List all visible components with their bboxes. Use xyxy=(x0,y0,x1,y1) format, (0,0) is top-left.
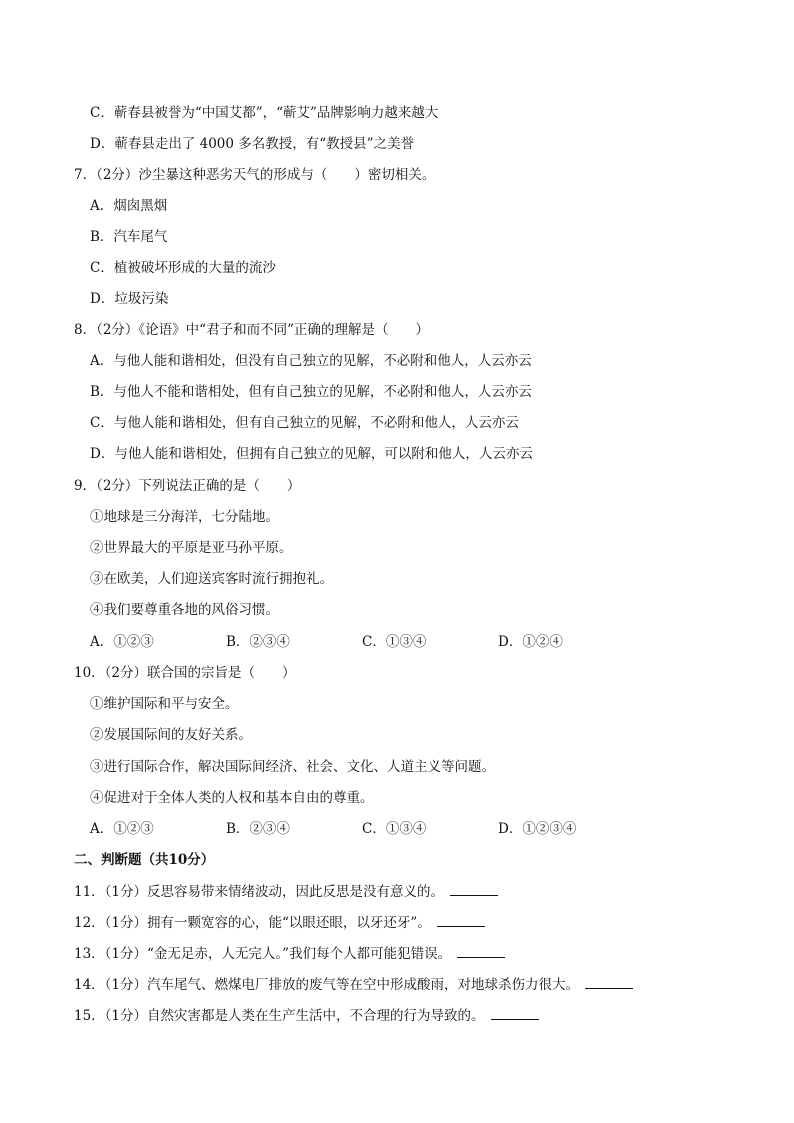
q9-choice-a: A．①②③ xyxy=(90,634,154,650)
q8-option-d: D．与他人能和谐相处，但拥有自己独立的见解，可以附和他人，人云亦云 xyxy=(90,446,533,462)
q10-choices xyxy=(90,820,634,838)
q10-item-4: ④促进对于全体人类的人权和基本自由的尊重。 xyxy=(90,790,374,806)
q9-item-2: ②世界最大的平原是亚马孙平原。 xyxy=(90,540,293,556)
q8-option-a: A．与他人能和谐相处，但没有自己独立的见解，不必附和他人，人云亦云 xyxy=(90,353,532,369)
q9-item-4: ④我们要尊重各地的风俗习惯。 xyxy=(90,602,279,618)
q9-choice-b: B．②③④ xyxy=(226,634,290,650)
q10-stem: 10．（2分）联合国的宗旨是（ ） xyxy=(74,665,296,681)
q12 xyxy=(74,914,485,932)
q8-stem: 8．（2分）《论语》中“君子和而不同”正确的理解是（ ） xyxy=(74,322,429,338)
q7-option-b: B．汽车尾气 xyxy=(90,229,168,245)
q13-answer-blank[interactable] xyxy=(457,945,505,958)
q7-stem: 7．（2分）沙尘暴这种恶劣天气的形成与（ ）密切相关。 xyxy=(74,167,436,183)
q9-choices xyxy=(90,633,634,651)
q8-option-c: C．与他人能和谐相处，但有自己独立的见解，不必附和他人，人云亦云 xyxy=(90,415,519,431)
q14-answer-blank[interactable] xyxy=(585,976,633,989)
q12-answer-blank[interactable] xyxy=(437,914,485,927)
q9-item-1: ①地球是三分海洋，七分陆地。 xyxy=(90,509,279,525)
q7-option-c: C．植被破坏形成的大量的流沙 xyxy=(90,260,276,276)
q9-choice-d: D．①②④ xyxy=(498,634,563,650)
q15 xyxy=(74,1007,539,1025)
q10-item-2: ②发展国际间的友好关系。 xyxy=(90,727,252,743)
q7-option-a: A．烟囱黑烟 xyxy=(90,198,168,214)
q11-answer-blank[interactable] xyxy=(450,883,498,896)
q13-text: 13．（1分）“金无足赤，人无完人。”我们每个人都可能犯错误。 xyxy=(74,946,452,962)
q9-stem: 9．（2分）下列说法正确的是（ ） xyxy=(74,478,301,494)
q10-choice-b: B．②③④ xyxy=(226,821,290,837)
q11-text: 11．（1分）反思容易带来情绪波动，因此反思是没有意义的。 xyxy=(74,884,445,900)
q10-item-1: ①维护国际和平与安全。 xyxy=(90,696,239,712)
q6-option-d: D．蕲春县走出了 4000 多名教授，有“教授县”之美誉 xyxy=(90,136,415,152)
q10-choice-c: C．①③④ xyxy=(362,821,427,837)
q13 xyxy=(74,945,505,963)
q7-option-d: D．垃圾污染 xyxy=(90,291,169,307)
q10-choice-a: A．①②③ xyxy=(90,821,154,837)
section-2-title: 二、判断题（共10分） xyxy=(74,852,215,868)
q10-item-3: ③进行国际合作，解决国际间经济、社会、文化、人道主义等问题。 xyxy=(90,759,495,775)
q6-option-c: C．蕲春县被誉为“中国艾都”，“蕲艾”品牌影响力越来越大 xyxy=(90,105,439,121)
q9-item-3: ③在欧美，人们迎送宾客时流行拥抱礼。 xyxy=(90,571,333,587)
q12-text: 12．（1分）拥有一颗宽容的心，能“以眼还眼，以牙还牙”。 xyxy=(74,915,431,931)
q15-text: 15．（1分）自然灾害都是人类在生产生活中，不合理的行为导致的。 xyxy=(74,1008,485,1024)
q11 xyxy=(74,883,498,901)
q14-text: 14．（1分）汽车尾气、燃煤电厂排放的废气等在空中形成酸雨，对地球杀伤力很大。 xyxy=(74,977,580,993)
q10-choice-d: D．①②③④ xyxy=(498,821,577,837)
q14 xyxy=(74,976,633,994)
q15-answer-blank[interactable] xyxy=(491,1007,539,1020)
q9-choice-c: C．①③④ xyxy=(362,634,427,650)
q8-option-b: B．与他人不能和谐相处，但有自己独立的见解，不必附和他人，人云亦云 xyxy=(90,384,532,400)
